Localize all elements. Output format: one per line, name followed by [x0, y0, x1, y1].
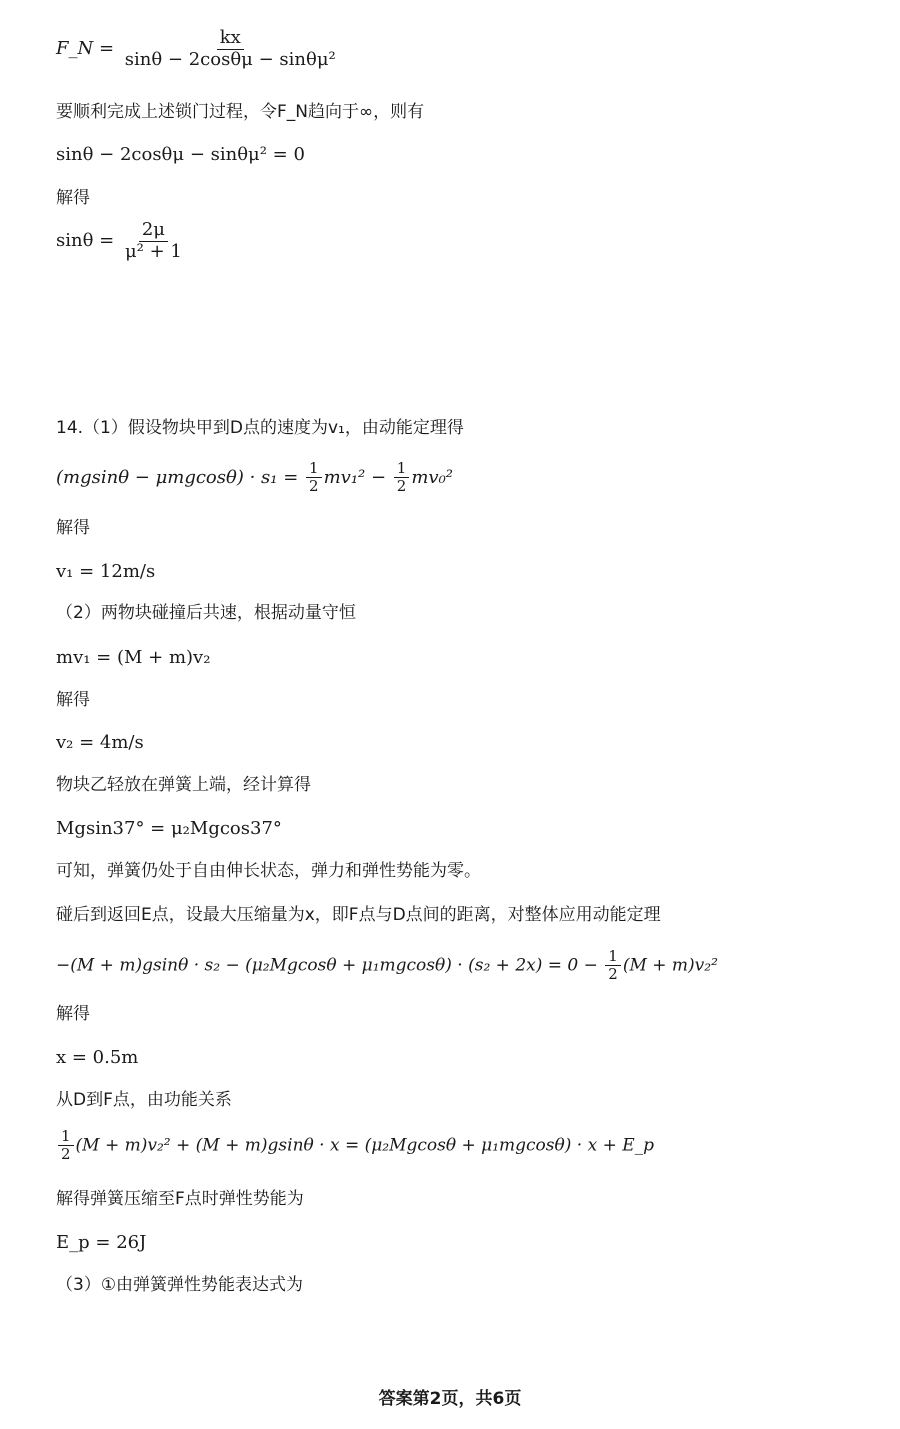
eq-part: −(M + m)gsinθ · s₂ − (μ₂Mgcosθ + μ₁mgcosθ) · (s₂ + 2x) = 0 − [56, 955, 598, 976]
half-fraction [605, 948, 621, 984]
formula-sin-numerator: 2μ [139, 220, 168, 242]
half-fraction [394, 460, 410, 496]
formula-fn-lhs: F_N = [56, 38, 115, 60]
text-line: 解得 [56, 188, 90, 208]
formula-sin-fraction [122, 220, 185, 262]
result-x: x = 0.5m [56, 1047, 139, 1068]
equation-momentum: mv₁ = (M + m)v₂ [56, 647, 211, 668]
formula-sin-lhs: sinθ = [56, 230, 115, 252]
formula-fn [56, 28, 341, 70]
equation-energy-2 [56, 1128, 654, 1164]
formula-fn-numerator: kx [217, 28, 244, 50]
half-den: 2 [61, 1145, 71, 1164]
half-den: 2 [396, 477, 407, 496]
text-line: 解得 [56, 1004, 90, 1024]
equation-energy-1 [56, 948, 718, 984]
text-line: 解得弹簧压缩至F点时弹性势能为 [56, 1189, 304, 1209]
half-den: 2 [608, 965, 618, 984]
half-den: 2 [309, 477, 319, 496]
half-fraction [306, 460, 322, 496]
text-line: 碰后到返回E点，设最大压缩量为x，即F点与D点间的距离，对整体应用动能定理 [56, 905, 661, 925]
result-v1: v₁ = 12m/s [56, 561, 156, 582]
half-fraction [58, 1128, 74, 1164]
half-num: 1 [58, 1128, 74, 1146]
eq-part: mv₀² [411, 466, 454, 488]
equation-balance: Mgsin37° = μ₂Mgcos37° [56, 818, 282, 839]
eq-part: mv₁² − [323, 466, 387, 488]
result-v2: v₂ = 4m/s [56, 732, 144, 753]
formula-fn-fraction [122, 28, 339, 70]
result-ep: E_p = 26J [56, 1232, 147, 1253]
half-num: 1 [306, 460, 322, 478]
page-footer: 答案第2页，共6页 [378, 1389, 522, 1409]
formula-sin-denominator: μ² + 1 [124, 240, 182, 262]
question-14-part-3: （3）①由弹簧弹性势能表达式为 [56, 1275, 304, 1295]
equation-line: sinθ − 2cosθμ − sinθμ² = 0 [56, 144, 305, 165]
text-line: 要顺利完成上述锁门过程，令F_N趋向于∞，则有 [56, 102, 425, 122]
text-line: 解得 [56, 518, 90, 538]
question-14-part-2: （2）两物块碰撞后共速，根据动量守恒 [56, 603, 356, 623]
half-num: 1 [605, 948, 621, 966]
text-line: 从D到F点，由功能关系 [56, 1090, 232, 1110]
eq-part: (mgsinθ − μmgcosθ) · s₁ = [56, 466, 299, 488]
text-line: 解得 [56, 690, 90, 710]
eq-part: (M + m)v₂² [622, 955, 718, 976]
equation-kinetic-1 [56, 460, 453, 496]
text-line: 物块乙轻放在弹簧上端，经计算得 [56, 775, 311, 795]
text-line: 可知，弹簧仍处于自由伸长状态，弹力和弹性势能为零。 [56, 861, 481, 881]
half-num: 1 [394, 460, 410, 478]
eq-part: (M + m)v₂² + (M + m)gsinθ · x = (μ₂Mgcosθ + μ₁mgcosθ) · x + E_p [75, 1135, 655, 1156]
question-14-heading: 14.（1）假设物块甲到D点的速度为v₁，由动能定理得 [56, 418, 464, 438]
formula-sin-theta [56, 220, 187, 262]
formula-fn-denominator: sinθ − 2cosθμ − sinθμ² [124, 48, 336, 70]
